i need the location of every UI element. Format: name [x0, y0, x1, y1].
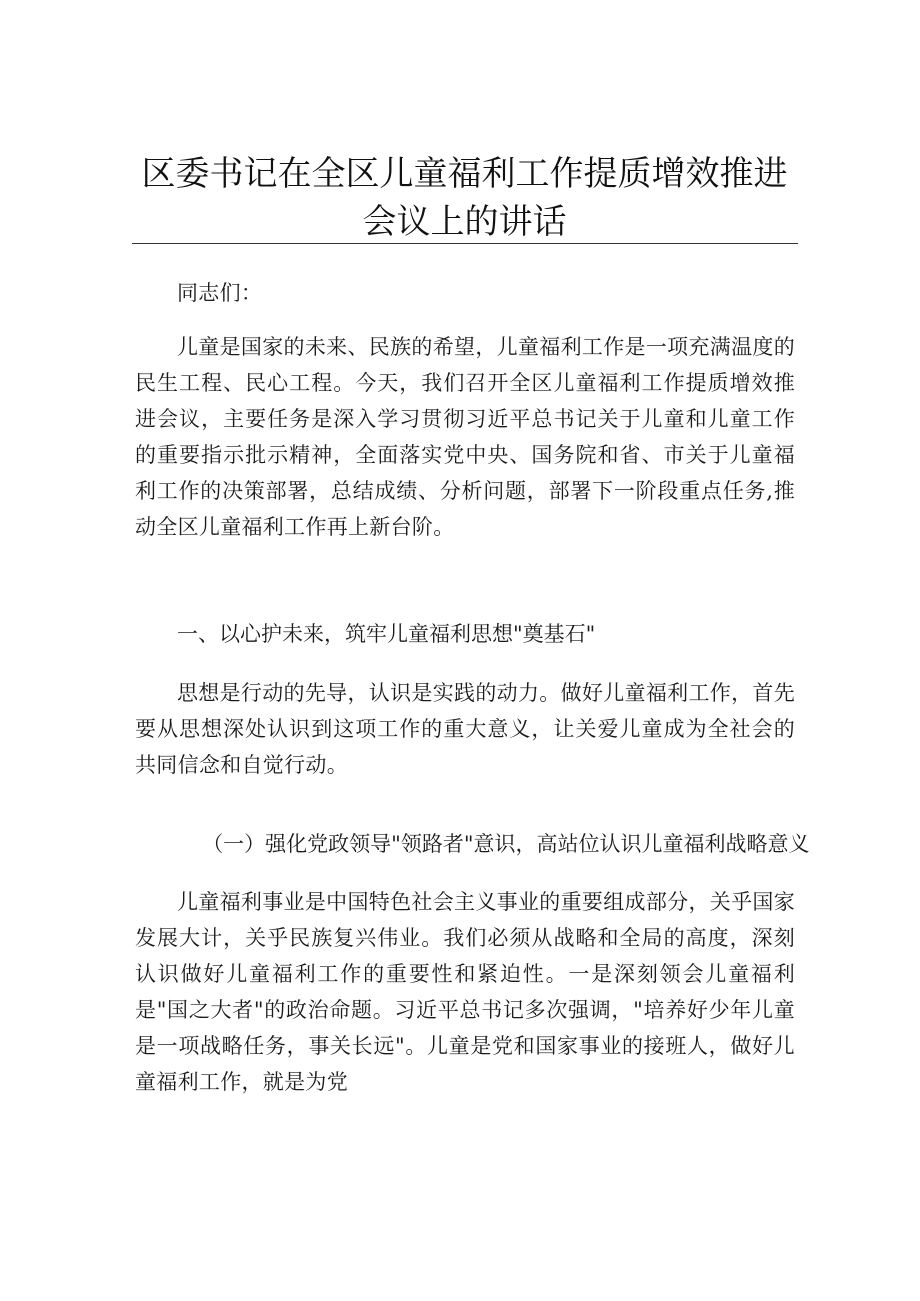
paragraph-subsection-1-1: 儿童福利事业是中国特色社会主义事业的重要组成部分，关乎国家发展大计，关乎民族复兴伟业。我们必须从战略和全局的高度，深刻认识做好儿童福利工作的重要性和紧迫性。一是深刻领会儿童福利是"国之大者"的政治命题。习近平总书记多次强调，"培养好少年儿童是一项战略任务，事关长远"。儿童是党和国家事业的接班人，做好儿童福利工作，就是为党: [135, 890, 795, 1094]
title-divider: [132, 243, 798, 244]
salutation: 同志们：: [177, 281, 263, 305]
paragraph-section-1: 思想是行动的先导，认识是实践的动力。做好儿童福利工作，首先要从思想深处认识到这项工作的重大意义，让关爱儿童成为全社会的共同信念和自觉行动。: [135, 681, 795, 777]
paragraph-intro: 儿童是国家的未来、民族的希望，儿童福利工作是一项充满温度的民生工程、民心工程。今天，我们召开全区儿童福利工作提质增效推进会议，主要任务是深入学习贯彻习近平总书记关于儿童和儿童工作的重要指示批示精神，全面落实党中央、国务院和省、市关于儿童福利工作的决策部署，总结成绩、分析问题，部署下一阶段重点任务,推动全区儿童福利工作再上新台阶。: [135, 335, 795, 539]
subsection-heading-1-1: （一）强化党政领导"领路者"意识，高站位认识儿童福利战略意义: [202, 832, 810, 856]
section-heading-1: 一、以心护未来，筑牢儿童福利思想"奠基石": [177, 622, 596, 646]
document-title: 区委书记在全区儿童福利工作提质增效推进会议上的讲话: [141, 154, 788, 242]
